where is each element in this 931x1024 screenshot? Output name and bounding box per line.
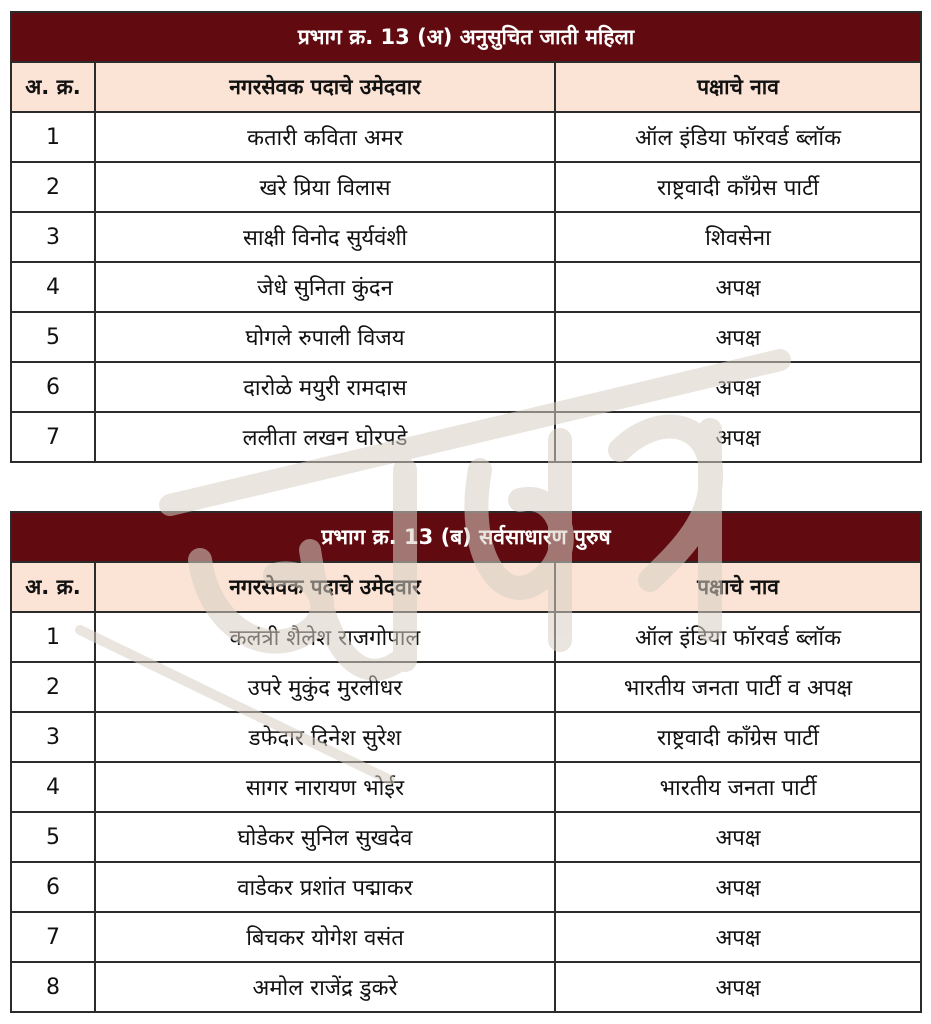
party-name: अपक्ष	[555, 262, 921, 312]
candidate-name: ललीता लखन घोरपडे	[95, 412, 555, 462]
candidate-name: वाडेकर प्रशांत पद्माकर	[95, 862, 555, 912]
candidate-name: घोगले रुपाली विजय	[95, 312, 555, 362]
table-row	[11, 262, 921, 312]
candidate-name: घोडेकर सुनिल सुखदेव	[95, 812, 555, 862]
party-name: अपक्ष	[555, 962, 921, 1012]
table-row	[11, 412, 921, 462]
serial-number: 7	[11, 912, 95, 962]
serial-number: 2	[11, 662, 95, 712]
header-candidate-name: नगरसेवक पदाचे उमेदवार	[95, 562, 555, 612]
candidate-name: खरे प्रिया विलास	[95, 162, 555, 212]
table-row	[11, 762, 921, 812]
party-name: ऑल इंडिया फॉरवर्ड ब्लॉक	[555, 612, 921, 662]
party-name: राष्ट्रवादी कॉंग्रेस पार्टी	[555, 712, 921, 762]
header-party-name: पक्षाचे नाव	[555, 62, 921, 112]
serial-number: 5	[11, 312, 95, 362]
header-serial-number: अ. क्र.	[11, 562, 95, 612]
party-name: राष्ट्रवादी कॉंग्रेस पार्टी	[555, 162, 921, 212]
ward-13a-header-row	[11, 62, 921, 112]
party-name: शिवसेना	[555, 212, 921, 262]
ward-13b-title: प्रभाग क्र. 13 (ब) सर्वसाधारण पुरुष	[11, 512, 921, 562]
party-name: अपक्ष	[555, 862, 921, 912]
ward-13b-header-row	[11, 562, 921, 612]
candidate-name: जेधे सुनिता कुंदन	[95, 262, 555, 312]
serial-number: 4	[11, 762, 95, 812]
ward-13a-title-row	[11, 12, 921, 62]
table-row	[11, 712, 921, 762]
ward-13a-title: प्रभाग क्र. 13 (अ) अनुसुचित जाती महिला	[11, 12, 921, 62]
candidate-name: डफेदार दिनेश सुरेश	[95, 712, 555, 762]
table-row	[11, 612, 921, 662]
party-name: अपक्ष	[555, 912, 921, 962]
candidate-name: दारोळे मयुरी रामदास	[95, 362, 555, 412]
header-candidate-name: नगरसेवक पदाचे उमेदवार	[95, 62, 555, 112]
table-row	[11, 212, 921, 262]
table-row	[11, 362, 921, 412]
table-row	[11, 812, 921, 862]
header-serial-number: अ. क्र.	[11, 62, 95, 112]
candidate-name: बिचकर योगेश वसंत	[95, 912, 555, 962]
candidate-name: साक्षी विनोद सुर्यवंशी	[95, 212, 555, 262]
table-row	[11, 912, 921, 962]
party-name: भारतीय जनता पार्टी	[555, 762, 921, 812]
party-name: ऑल इंडिया फॉरवर्ड ब्लॉक	[555, 112, 921, 162]
table-row	[11, 112, 921, 162]
party-name: अपक्ष	[555, 312, 921, 362]
serial-number: 2	[11, 162, 95, 212]
serial-number: 8	[11, 962, 95, 1012]
serial-number: 7	[11, 412, 95, 462]
party-name: अपक्ष	[555, 812, 921, 862]
party-name: भारतीय जनता पार्टी व अपक्ष	[555, 662, 921, 712]
candidate-name: सागर नारायण भोईर	[95, 762, 555, 812]
table-row	[11, 662, 921, 712]
candidate-name: कतारी कविता अमर	[95, 112, 555, 162]
party-name: अपक्ष	[555, 412, 921, 462]
candidate-name: अमोल राजेंद्र डुकरे	[95, 962, 555, 1012]
party-name: अपक्ष	[555, 362, 921, 412]
serial-number: 1	[11, 112, 95, 162]
header-party-name: पक्षाचे नाव	[555, 562, 921, 612]
ward-13b-table	[10, 511, 922, 1013]
table-row	[11, 862, 921, 912]
serial-number: 3	[11, 212, 95, 262]
candidate-name: कलंत्री शैलेश राजगोपाल	[95, 612, 555, 662]
serial-number: 1	[11, 612, 95, 662]
candidate-name: उपरे मुकुंद मुरलीधर	[95, 662, 555, 712]
table-row	[11, 162, 921, 212]
serial-number: 4	[11, 262, 95, 312]
ward-13a-table	[10, 11, 922, 463]
serial-number: 6	[11, 362, 95, 412]
table-row	[11, 962, 921, 1012]
serial-number: 3	[11, 712, 95, 762]
ward-13b-title-row	[11, 512, 921, 562]
table-row	[11, 312, 921, 362]
serial-number: 6	[11, 862, 95, 912]
serial-number: 5	[11, 812, 95, 862]
